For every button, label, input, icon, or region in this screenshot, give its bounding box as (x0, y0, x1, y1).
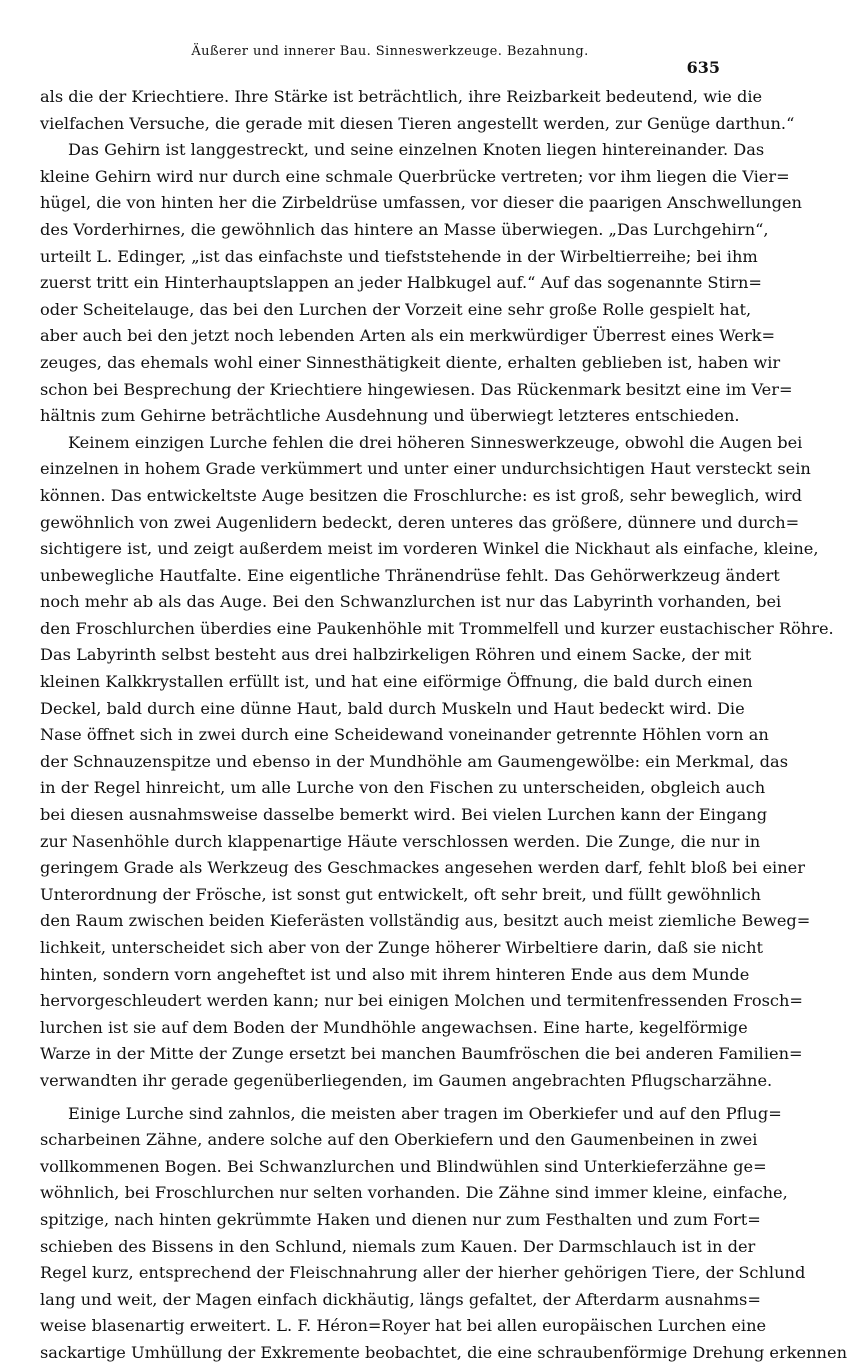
text-line: zeuges, das ehemals wohl einer Sinnesthätigkeit diente, erhalten geblieben ist, haben wir (40, 352, 781, 372)
text-line: kleinen Kalkkrystallen erfüllt ist, und hat eine eiförmige Öffnung, die bald durch einen (40, 672, 753, 692)
text-line: Nase öffnet sich in zwei durch eine Scheidewand voneinander getrennte Höhlen vorn an (40, 725, 769, 745)
text-line: verwandten ihr gerade gegenüberliegenden, im Gaumen angebrachten Pflugscharzähne. (40, 1070, 773, 1090)
running-head: Äußerer und innerer Bau. Sinneswerkzeuge. Bezahnung. (191, 44, 589, 59)
text-line: bei diesen ausnahmsweise dasselbe bemerkt wird. Bei vielen Lurchen kann der Eingang (40, 805, 768, 825)
text-line: sichtigere ist, und zeigt außerdem meist im vorderen Winkel die Nickhaut als einfache, kleine, (40, 539, 819, 559)
text-line: Das Labyrinth selbst besteht aus drei halbzirkeligen Röhren und einem Sacke, der mit (40, 645, 752, 665)
text-line: schieben des Bissens in den Schlund, niemals zum Kauen. Der Darmschlauch ist in der (40, 1236, 756, 1256)
text-line: den Raum zwischen beiden Kieferästen vollständig aus, besitzt auch meist ziemliche Beweg= (40, 911, 811, 931)
text-line: geringem Grade als Werkzeug des Geschmackes angesehen werden darf, fehlt bloß bei einer (40, 858, 805, 878)
text-line: Keinem einzigen Lurche fehlen die drei höheren Sinneswerkzeuge, obwohl die Augen bei (68, 432, 803, 452)
text-line: als die der Kriechtiere. Ihre Stärke ist beträchtlich, ihre Reizbarkeit bedeutend, wie die (40, 87, 763, 106)
text-line: gewöhnlich von zwei Augenlidern bedeckt, deren unteres das größere, dünnere und durch= (40, 512, 800, 532)
text-line: schon bei Besprechung der Kriechtiere hingewiesen. Das Rückenmark besitzt eine im Ver= (40, 379, 793, 399)
text-line: vollkommenen Bogen. Bei Schwanzlurchen und Blindwühlen sind Unterkieferzähne ge= (40, 1156, 767, 1176)
text-line: wöhnlich, bei Froschlurchen nur selten vorhanden. Die Zähne sind immer kleine, einfache, (40, 1183, 788, 1203)
text-line: Deckel, bald durch eine dünne Haut, bald durch Muskeln und Haut bedeckt wird. Die (40, 698, 745, 718)
text-line: scharbeinen Zähne, andere solche auf den Oberkiefern und den Gaumenbeinen in zwei (40, 1130, 758, 1150)
text-line: Einige Lurche sind zahnlos, die meisten aber tragen im Oberkiefer und auf den Pflug= (68, 1103, 782, 1123)
text-line: hältnis zum Gehirne beträchtliche Ausdehnung und überwiegt letzteres entschieden. (40, 406, 740, 426)
text-line: spitzige, nach hinten gekrümmte Haken und dienen nur zum Festhalten und zum Fort= (40, 1209, 761, 1229)
page-number: 635 (686, 58, 720, 77)
text-line: Warze in der Mitte der Zunge ersetzt bei manchen Baumfröschen die bei anderen Familien= (40, 1044, 803, 1064)
text-line: können. Das entwickeltste Auge besitzen die Froschlurche: es ist groß, sehr beweglich, wird (40, 485, 802, 505)
text-line: sackartige Umhüllung der Exkremente beobachtet, die eine schraubenförmige Drehung erkennen (40, 1342, 847, 1362)
text-line: lang und weit, der Magen einfach dickhäutig, längs gefaltet, der Afterdarm ausnahms= (40, 1289, 761, 1309)
text-line: hügel, die von hinten her die Zirbeldrüse umfassen, vor dieser die paarigen Anschwellungen (40, 193, 802, 213)
text-line: zuerst tritt ein Hinterhauptslappen an jeder Halbkugel auf.“ Auf das sogenannte Stirn= (40, 273, 762, 293)
text-line: den Froschlurchen überdies eine Paukenhöhle mit Trommelfell und kurzer eustachischer Röhre. (40, 618, 834, 638)
text-line: Das Gehirn ist langgestreckt, und seine einzelnen Knoten liegen hintereinander. Das (68, 140, 765, 160)
text-line: zur Nasenhöhle durch klappenartige Häute verschlossen werden. Die Zunge, die nur in (40, 831, 761, 851)
text-line: aber auch bei den jetzt noch lebenden Arten als ein merkwürdiger Überrest eines Werk= (40, 326, 776, 346)
body-text (40, 84, 847, 1367)
text-line: kleine Gehirn wird nur durch eine schmale Querbrücke vertreten; vor ihm liegen die Vier= (40, 166, 790, 186)
text-line: Unterordnung der Frösche, ist sonst gut entwickelt, oft sehr breit, und füllt gewöhnlich (40, 884, 761, 904)
text-line: Regel kurz, entsprechend der Fleischnahrung aller der hierher gehörigen Tiere, der Schlund (40, 1263, 806, 1283)
text-line: oder Scheitelauge, das bei den Lurchen der Vorzeit eine sehr große Rolle gespielt hat, (40, 299, 752, 319)
text-line: unbewegliche Hautfalte. Eine eigentliche Thränendrüse fehlt. Das Gehörwerkzeug ändert (40, 565, 780, 585)
text-line: der Schnauzenspitze und ebenso in der Mundhöhle am Gaumengewölbe: ein Merkmal, das (40, 751, 788, 771)
text-line: des Vorderhirnes, die gewöhnlich das hintere an Masse überwiegen. „Das Lurchgehirn“, (40, 219, 769, 239)
text-line: urteilt L. Edinger, „ist das einfachste und tiefststehende in der Wirbeltierreihe; bei ihm (40, 246, 758, 266)
text-line: hinten, sondern vorn angeheftet ist und also mit ihrem hinteren Ende aus dem Munde (40, 964, 750, 984)
text-line: in der Regel hinreicht, um alle Lurche von den Fischen zu unterscheiden, obgleich auch (40, 778, 766, 798)
text-line: weise blasenartig erweitert. L. F. Héron=Royer hat bei allen europäischen Lurchen eine (40, 1316, 767, 1336)
text-line: noch mehr ab als das Auge. Bei den Schwanzlurchen ist nur das Labyrinth vorhanden, bei (40, 592, 782, 612)
text-line: hervorgeschleudert werden kann; nur bei einigen Molchen und termitenfressenden Frosch= (40, 991, 803, 1011)
text-line: vielfachen Versuche, die gerade mit diesen Tieren angestellt werden, zur Genüge darthun.“ (40, 113, 795, 133)
text-line: lichkeit, unterscheidet sich aber von der Zunge höherer Wirbeltiere darin, daß sie nicht (40, 938, 764, 957)
text-line: einzelnen in hohem Grade verkümmert und unter einer undurchsichtigen Haut versteckt sein (40, 459, 811, 479)
text-line: lurchen ist sie auf dem Boden der Mundhöhle angewachsen. Eine harte, kegelförmige (40, 1017, 748, 1037)
